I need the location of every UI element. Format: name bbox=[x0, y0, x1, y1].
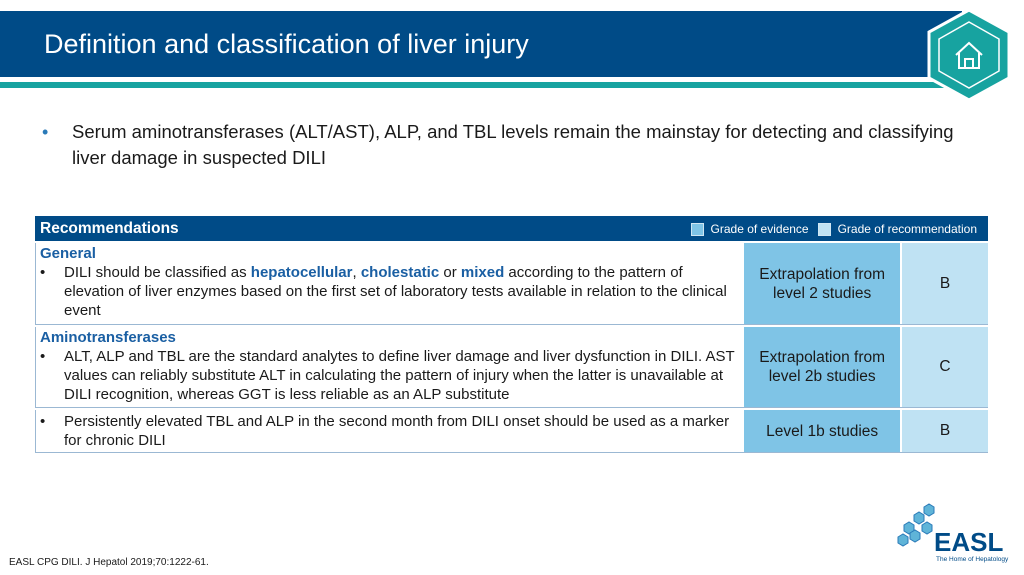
text-segment: or bbox=[439, 264, 461, 281]
recommendation-bullet bbox=[40, 412, 738, 450]
slide-title: Definition and classification of liver injury bbox=[44, 29, 529, 59]
table-row bbox=[35, 327, 988, 408]
recommendation-bullet bbox=[40, 263, 738, 320]
main-bullet bbox=[42, 119, 962, 171]
table-header bbox=[35, 216, 988, 241]
bullet-dot: • bbox=[42, 122, 49, 142]
legend bbox=[682, 222, 977, 236]
keyword-hepatocellular: hepatocellular bbox=[250, 264, 353, 281]
bullet-dot: • bbox=[40, 264, 46, 281]
text-segment: according to the pattern of elevation of liver enzymes based on the first set of laboratory tests available in relation to the clinical event bbox=[64, 264, 727, 319]
main-bullet-text: Serum aminotransferases (ALT/AST), ALP, and TBL levels remain the mainstay for detecting and classifying liver damage in suspected DILI bbox=[72, 121, 954, 168]
table-header-title: Recommendations bbox=[40, 220, 179, 237]
table-row bbox=[35, 410, 988, 453]
legend-evidence-label: Grade of evidence bbox=[710, 222, 809, 236]
bullet-dot: • bbox=[40, 348, 46, 365]
title-divider bbox=[0, 82, 962, 88]
logo-wordmark: EASL bbox=[934, 527, 1004, 557]
bullet-dot: • bbox=[40, 413, 46, 430]
text-segment: ALT, ALP and TBL are the standard analytes to define liver damage and liver dysfunction in DILI. AST values can reliably substitute ALT in calculating the pattern of injury when the latter is unavailable at DILI recognition, whereas GGT is less reliable as an ALP substitute bbox=[64, 348, 735, 403]
legend-recommendation bbox=[818, 222, 977, 236]
text-segment: DILI should be classified as bbox=[64, 264, 251, 281]
section-label-aminotransferases: Aminotransferases bbox=[40, 329, 176, 346]
text-segment: Persistently elevated TBL and ALP in the second month from DILI onset should be used as a marker for chronic DILI bbox=[64, 413, 730, 449]
home-icon[interactable] bbox=[927, 8, 1011, 102]
grade-cell: B bbox=[902, 410, 988, 452]
recommendation-swatch bbox=[818, 223, 831, 236]
keyword-mixed: mixed bbox=[460, 264, 505, 281]
evidence-swatch bbox=[691, 223, 704, 236]
citation-footer: EASL CPG DILI. J Hepatol 2019;70:1222-61. bbox=[9, 557, 209, 568]
easl-logo bbox=[896, 503, 1012, 565]
recommendation-cell bbox=[36, 327, 742, 407]
recommendations-table bbox=[35, 216, 988, 453]
recommendation-bullet bbox=[40, 347, 738, 404]
keyword-cholestatic: cholestatic bbox=[360, 264, 440, 281]
text-segment: , bbox=[352, 264, 361, 281]
grade-cell: B bbox=[902, 243, 988, 324]
legend-recommendation-label: Grade of recommendation bbox=[837, 222, 977, 236]
logo-tagline: The Home of Hepatology bbox=[936, 556, 1009, 563]
section-label-general: General bbox=[40, 245, 96, 262]
table-row bbox=[35, 243, 988, 325]
evidence-cell: Extrapolation from level 2 studies bbox=[744, 243, 900, 324]
evidence-cell: Extrapolation from level 2b studies bbox=[744, 327, 900, 407]
recommendation-cell bbox=[36, 243, 742, 324]
evidence-cell: Level 1b studies bbox=[744, 410, 900, 452]
legend-evidence bbox=[691, 222, 809, 236]
recommendation-cell bbox=[36, 410, 742, 452]
grade-cell: C bbox=[902, 327, 988, 407]
